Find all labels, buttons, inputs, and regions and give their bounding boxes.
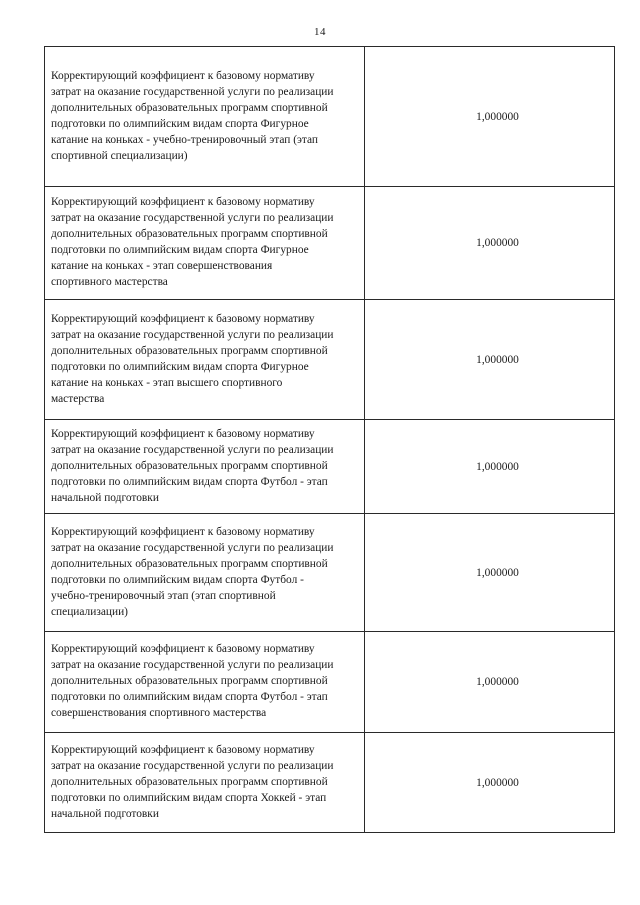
- coefficient-value: 1,000000: [476, 353, 519, 366]
- table-row: [45, 300, 615, 420]
- description-line: дополнительных образовательных программ спортивной: [51, 459, 328, 472]
- description-line: Корректирующий коэффициент к базовому нормативу: [51, 196, 315, 208]
- description-line: дополнительных образовательных программ спортивной: [51, 675, 328, 687]
- coefficient-table: [44, 46, 615, 833]
- coefficient-value-cell: [365, 514, 615, 632]
- description-line: дополнительных образовательных программ спортивной: [51, 101, 328, 114]
- description-line: начальной подготовки: [51, 807, 159, 820]
- description-line: учебно-тренировочный этап (этап спортивной: [51, 589, 276, 602]
- description-line: мастерства: [51, 392, 105, 405]
- description-line: начальной подготовки: [51, 491, 159, 504]
- coefficient-value-cell: [365, 733, 615, 833]
- coefficient-value: 1,000000: [476, 460, 519, 473]
- description-line: затрат на оказание государственной услуги по реализации: [51, 212, 334, 224]
- description-line: Корректирующий коэффициент к базовому нормативу: [51, 69, 315, 82]
- description-line: спортивного мастерства: [51, 276, 168, 288]
- description-line: Корректирующий коэффициент к базовому нормативу: [51, 427, 315, 440]
- description-line: катание на коньках - этап совершенствования: [51, 260, 273, 272]
- coefficient-description: [45, 420, 365, 514]
- description-line: подготовки по олимпийским видам спорта Фигурное: [51, 360, 309, 373]
- description-line: Корректирующий коэффициент к базовому нормативу: [51, 643, 315, 655]
- description-line: затрат на оказание государственной услуги по реализации: [51, 85, 334, 98]
- description-line: затрат на оказание государственной услуги по реализации: [51, 541, 334, 554]
- coefficient-description: [45, 514, 365, 632]
- coefficient-value-cell: [365, 300, 615, 420]
- table-row: [45, 514, 615, 632]
- description-line: подготовки по олимпийским видам спорта Футбол - этап: [51, 475, 328, 488]
- coefficient-value: 1,000000: [476, 110, 519, 123]
- description-line: дополнительных образовательных программ спортивной: [51, 557, 328, 570]
- coefficient-value-cell: [365, 632, 615, 733]
- coefficient-value-cell: [365, 420, 615, 514]
- table-row: [45, 187, 615, 300]
- coefficient-value: 1,000000: [476, 566, 519, 579]
- table-row: [45, 420, 615, 514]
- description-line: Корректирующий коэффициент к базовому нормативу: [51, 743, 315, 756]
- description-line: катание на коньках - этап высшего спортивного: [51, 376, 283, 389]
- coefficient-value: 1,000000: [476, 776, 519, 789]
- description-line: затрат на оказание государственной услуги по реализации: [51, 759, 334, 772]
- coefficient-description: [45, 733, 365, 833]
- description-line: подготовки по олимпийским видам спорта Фигурное: [51, 244, 309, 256]
- coefficient-value-cell: [365, 47, 615, 187]
- description-line: дополнительных образовательных программ спортивной: [51, 228, 328, 240]
- description-line: подготовки по олимпийским видам спорта Фигурное: [51, 117, 309, 130]
- page-number: 14: [314, 26, 326, 38]
- coefficient-description: [45, 300, 365, 420]
- description-line: подготовки по олимпийским видам спорта Футбол - этап: [51, 691, 328, 703]
- description-line: дополнительных образовательных программ спортивной: [51, 344, 328, 357]
- coefficient-description: [45, 47, 365, 187]
- description-line: специализации): [51, 605, 128, 618]
- table-row: [45, 733, 615, 833]
- coefficient-description: [45, 187, 365, 300]
- table-row: [45, 632, 615, 733]
- description-line: подготовки по олимпийским видам спорта Хоккей - этап: [51, 791, 327, 804]
- description-line: подготовки по олимпийским видам спорта Футбол -: [51, 573, 304, 586]
- description-line: катание на коньках - учебно-тренировочный этап (этап: [51, 133, 319, 146]
- description-line: затрат на оказание государственной услуги по реализации: [51, 328, 334, 341]
- description-line: дополнительных образовательных программ спортивной: [51, 775, 328, 788]
- coefficient-value-cell: [365, 187, 615, 300]
- description-line: совершенствования спортивного мастерства: [51, 707, 267, 719]
- description-line: спортивной специализации): [51, 149, 188, 162]
- description-line: затрат на оказание государственной услуги по реализации: [51, 443, 334, 456]
- coefficient-description: [45, 632, 365, 733]
- description-line: затрат на оказание государственной услуги по реализации: [51, 659, 334, 671]
- coefficient-value: 1,000000: [476, 237, 519, 249]
- coefficient-value: 1,000000: [476, 676, 519, 688]
- table-row: [45, 47, 615, 187]
- description-line: Корректирующий коэффициент к базовому нормативу: [51, 525, 315, 538]
- description-line: Корректирующий коэффициент к базовому нормативу: [51, 312, 315, 325]
